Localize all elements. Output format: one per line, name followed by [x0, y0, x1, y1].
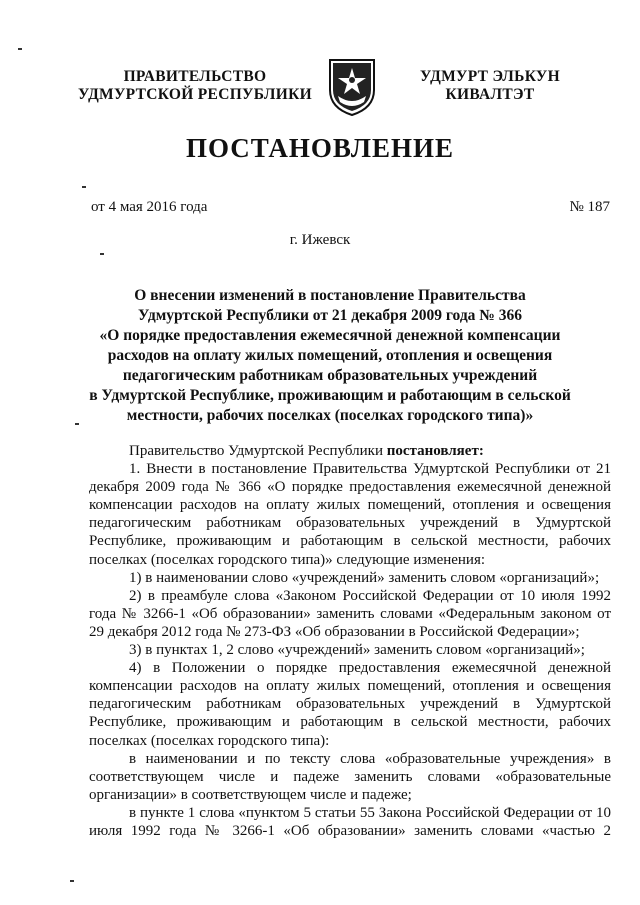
- subject-line: Удмуртской Республики от 21 декабря 2009 года № 366: [137, 307, 523, 324]
- subject-line: О внесении изменений в постановление Правительства: [134, 287, 526, 304]
- scan-mark: [100, 253, 104, 255]
- scan-mark: [82, 186, 86, 188]
- scan-mark: [70, 880, 74, 882]
- document-subject: [60, 286, 600, 426]
- udmurt-name-line2: КИВАЛТЭТ: [445, 86, 535, 103]
- clause-1-4-a: в наименовании и по тексту слова «образовательные учреждения» в соответствующем числе и падеже заменить словами «образовательные организации» в соответствующем числе и падеже;: [89, 750, 611, 803]
- government-name-line2: УДМУРТСКОЙ РЕСПУБЛИКИ: [77, 86, 312, 103]
- subject-line: «О порядке предоставления ежемесячной денежной компенсации: [99, 327, 561, 344]
- clause-1-4: 4) в Положении о порядке предоставления ежемесячной денежной компенсации расходов на оплату жилых помещений, отопления и освещения педагогическим работникам образовательных учреждений в Удмуртской Республике, проживающим и работающим в сельской местности, рабочих поселках (поселках городского типа):: [89, 660, 611, 749]
- subject-line: в Удмуртской Республике, проживающим и работающим в сельской: [89, 387, 571, 404]
- udmurt-name-line1: УДМУРТ ЭЛЬКУН: [420, 68, 560, 85]
- intro-decree-word: постановляет:: [386, 443, 484, 459]
- document-title: ПОСТАНОВЛЕНИЕ: [185, 133, 455, 163]
- document-body: [89, 442, 611, 840]
- clause-1-4-b: в пункте 1 слова «пунктом 5 статьи 55 Закона Российской Федерации от 10 июля 1992 года № 3266-1 «Об образовании» заменить словами «частью 2: [89, 804, 611, 839]
- intro-text: Правительство Удмуртской Республики: [129, 443, 387, 459]
- clause-1-1: 1) в наименовании слово «учреждений» заменить словом «организаций»;: [129, 569, 600, 586]
- subject-line: местности, рабочих поселках (поселках городского типа)»: [126, 407, 534, 424]
- document-city: г. Ижевск: [289, 232, 351, 248]
- subject-line: педагогическим работникам образовательных учреждений: [122, 367, 538, 384]
- scan-mark: [18, 48, 22, 50]
- government-name-udmurt: [410, 68, 570, 104]
- document-date: от 4 мая 2016 года: [91, 199, 208, 215]
- scan-mark: [75, 423, 79, 425]
- clause-1: 1. Внести в постановление Правительства Удмуртской Республики от 21 декабря 2009 года № 366 «О порядке предоставления ежемесячной денежной компенсации расходов на оплату жилых помещений, отопления и освещения педагогическим работникам образовательных учреждений в Удмуртской Республике, проживающим и работающим в сельской местности, рабочих поселках (поселках городского типа)» следующие изменения:: [89, 461, 611, 568]
- udmurt-coat-of-arms-icon: [324, 56, 380, 118]
- decree-intro: [89, 442, 611, 460]
- clause-1-3: 3) в пунктах 1, 2 слово «учреждений» заменить словом «организаций»;: [129, 642, 585, 659]
- document-number: № 187: [569, 199, 610, 215]
- government-name-russian: [70, 68, 320, 104]
- clause-1-2: 2) в преамбуле слова «Законом Российской Федерации от 10 июля 1992 года № 3266-1 «Об образовании» заменить словами «Федеральным законом от 29 декабря 2012 года № 273-ФЗ «Об образовании в Российской Федерации»;: [89, 587, 611, 640]
- government-name-line1: ПРАВИТЕЛЬСТВО: [123, 68, 267, 85]
- subject-line: расходов на оплату жилых помещений, отопления и освещения: [107, 347, 553, 364]
